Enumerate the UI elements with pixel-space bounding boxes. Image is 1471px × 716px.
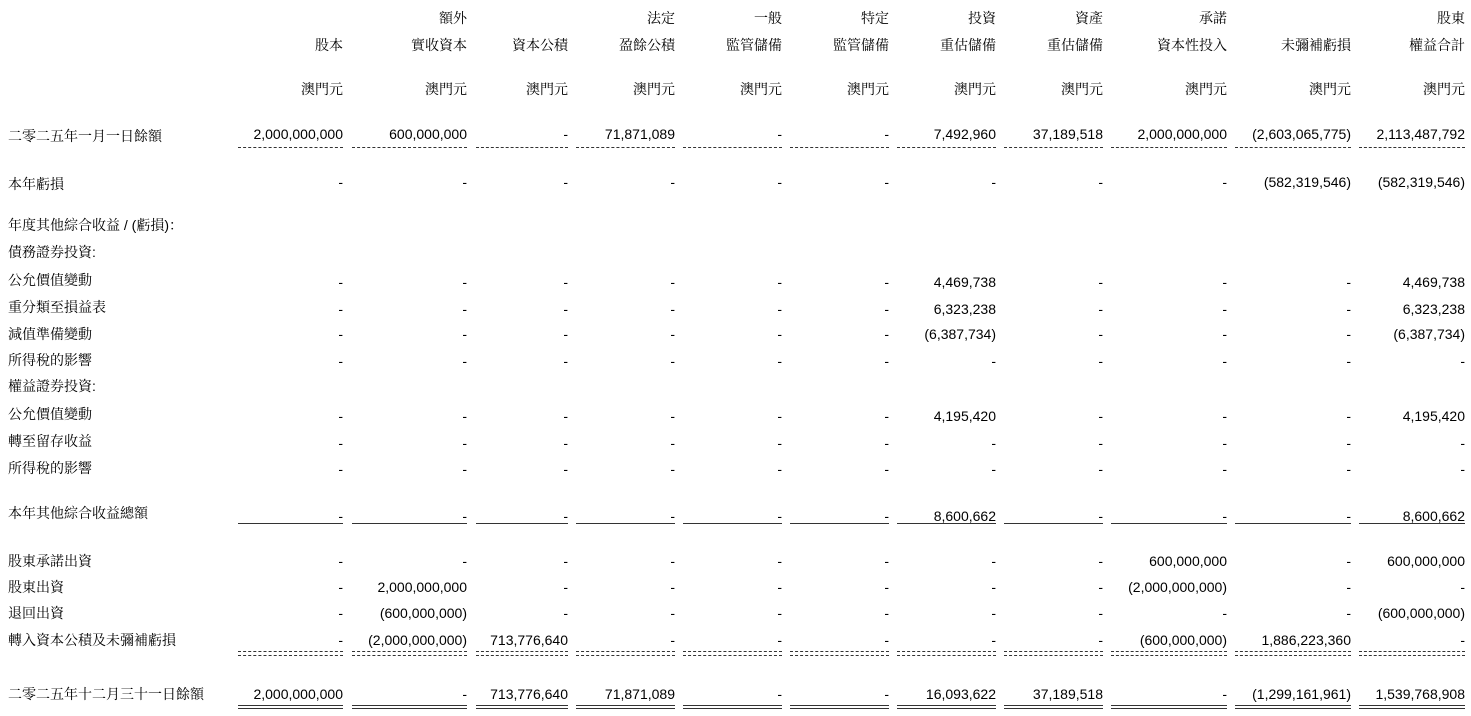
table-cell: - xyxy=(1460,353,1465,369)
table-cell: - xyxy=(1098,274,1103,290)
table-cell: - xyxy=(462,301,467,317)
column-header-line1: 特定 xyxy=(861,10,889,26)
column-header-line1: 投資 xyxy=(968,10,996,26)
table-cell: - xyxy=(991,632,996,648)
table-cell: - xyxy=(1346,326,1351,342)
table-cell: - xyxy=(1222,353,1227,369)
table-cell: - xyxy=(1222,435,1227,451)
table-cell: - xyxy=(1346,301,1351,317)
row-label: 轉至留存收益 xyxy=(8,433,92,449)
table-cell: 71,871,089 xyxy=(604,126,675,142)
column-header-line2: 資本公積 xyxy=(512,37,568,53)
table-cell: - xyxy=(884,686,889,702)
row-label: 所得稅的影響 xyxy=(8,352,92,368)
double-rule xyxy=(238,705,343,706)
table-cell: 4,469,738 xyxy=(1402,274,1465,290)
currency-unit: 澳門元 xyxy=(1309,81,1351,97)
table-cell: - xyxy=(563,553,568,569)
row-label: 公允價值變動 xyxy=(8,406,92,422)
table-cell: 600,000,000 xyxy=(389,126,467,142)
row-label: 權益證券投資: xyxy=(8,378,96,394)
table-cell: 2,000,000,000 xyxy=(1137,126,1227,142)
total-rule xyxy=(238,523,343,524)
table-cell: - xyxy=(338,326,343,342)
table-cell: - xyxy=(338,174,343,190)
table-cell: - xyxy=(462,553,467,569)
table-cell: - xyxy=(462,686,467,702)
row-label: 轉入資本公積及未彌補虧損 xyxy=(8,632,176,648)
table-cell: - xyxy=(777,301,782,317)
currency-unit: 澳門元 xyxy=(847,81,889,97)
table-cell: - xyxy=(1098,435,1103,451)
table-cell: - xyxy=(1098,174,1103,190)
table-cell: 4,195,420 xyxy=(933,408,996,424)
table-cell: - xyxy=(563,301,568,317)
table-cell: - xyxy=(991,553,996,569)
table-cell: - xyxy=(1098,579,1103,595)
table-cell: - xyxy=(563,579,568,595)
table-cell: - xyxy=(1098,605,1103,621)
dashed-rule xyxy=(897,147,996,148)
table-cell: 600,000,000 xyxy=(1387,553,1465,569)
table-cell: - xyxy=(563,408,568,424)
currency-unit: 澳門元 xyxy=(526,81,568,97)
table-cell: - xyxy=(991,435,996,451)
table-cell: - xyxy=(884,579,889,595)
table-cell: 6,323,238 xyxy=(1402,301,1465,317)
table-cell: - xyxy=(1346,408,1351,424)
dashed-rule xyxy=(352,651,467,652)
table-cell: - xyxy=(670,508,675,524)
dashed-rule xyxy=(790,655,889,656)
table-cell: - xyxy=(670,326,675,342)
table-cell: - xyxy=(777,508,782,524)
dashed-rule xyxy=(238,147,343,148)
dashed-rule xyxy=(683,655,782,656)
column-header-line1: 承諾 xyxy=(1199,10,1227,26)
table-cell: - xyxy=(563,274,568,290)
table-cell: - xyxy=(991,579,996,595)
table-cell: - xyxy=(884,553,889,569)
dashed-rule xyxy=(1359,147,1465,148)
column-header-line2: 重估儲備 xyxy=(940,37,996,53)
table-cell: - xyxy=(991,174,996,190)
table-cell: - xyxy=(563,126,568,142)
table-cell: 1,886,223,360 xyxy=(1261,632,1351,648)
table-cell: (2,000,000,000) xyxy=(1128,579,1227,595)
table-cell: 4,195,420 xyxy=(1402,408,1465,424)
column-header-line2: 實收資本 xyxy=(411,37,467,53)
table-cell: (2,000,000,000) xyxy=(368,632,467,648)
column-header-line2: 重估儲備 xyxy=(1047,37,1103,53)
table-cell: - xyxy=(777,579,782,595)
table-cell: - xyxy=(1460,435,1465,451)
table-cell: - xyxy=(462,408,467,424)
dashed-rule xyxy=(790,651,889,652)
table-cell: - xyxy=(884,632,889,648)
table-cell: - xyxy=(338,301,343,317)
double-rule xyxy=(576,708,675,709)
currency-unit: 澳門元 xyxy=(954,81,996,97)
column-header-line2: 監管儲備 xyxy=(833,37,889,53)
table-cell: - xyxy=(670,274,675,290)
table-cell: 6,323,238 xyxy=(933,301,996,317)
table-cell: - xyxy=(338,605,343,621)
table-cell: - xyxy=(563,174,568,190)
column-header-line1: 額外 xyxy=(439,10,467,26)
table-cell: (582,319,546) xyxy=(1377,174,1465,190)
column-header-line1: 一般 xyxy=(754,10,782,26)
table-cell: 8,600,662 xyxy=(933,508,996,524)
currency-unit: 澳門元 xyxy=(301,81,343,97)
table-cell: - xyxy=(462,353,467,369)
table-cell: (600,000,000) xyxy=(1377,605,1465,621)
table-cell: 713,776,640 xyxy=(490,686,568,702)
table-cell: - xyxy=(1346,579,1351,595)
total-rule xyxy=(576,523,675,524)
table-cell: - xyxy=(670,353,675,369)
dashed-rule xyxy=(1359,655,1465,656)
row-label: 股東承諾出資 xyxy=(8,553,92,569)
table-cell: - xyxy=(1346,435,1351,451)
table-cell: - xyxy=(338,508,343,524)
dashed-rule xyxy=(897,651,996,652)
total-rule xyxy=(897,523,996,524)
table-cell: - xyxy=(1222,408,1227,424)
table-cell: - xyxy=(462,274,467,290)
column-header-line1: 法定 xyxy=(647,10,675,26)
table-cell: - xyxy=(884,605,889,621)
table-cell: - xyxy=(462,508,467,524)
table-cell: - xyxy=(1460,579,1465,595)
table-cell: 1,539,768,908 xyxy=(1375,686,1465,702)
dashed-rule xyxy=(476,655,568,656)
double-rule xyxy=(352,705,467,706)
double-rule xyxy=(476,708,568,709)
table-cell: - xyxy=(777,553,782,569)
table-cell: - xyxy=(777,126,782,142)
double-rule xyxy=(476,705,568,706)
dashed-rule xyxy=(576,655,675,656)
dashed-rule xyxy=(1004,651,1103,652)
dashed-rule xyxy=(790,147,889,148)
double-rule xyxy=(238,708,343,709)
table-cell: - xyxy=(1098,632,1103,648)
table-cell: (1,299,161,961) xyxy=(1252,686,1351,702)
dashed-rule xyxy=(352,147,467,148)
table-cell: - xyxy=(777,435,782,451)
double-rule xyxy=(1359,705,1465,706)
table-cell: (6,387,734) xyxy=(1393,326,1465,342)
row-label: 退回出資 xyxy=(8,605,64,621)
table-cell: - xyxy=(777,605,782,621)
table-cell: - xyxy=(338,408,343,424)
table-cell: 713,776,640 xyxy=(490,632,568,648)
table-cell: - xyxy=(1222,605,1227,621)
double-rule xyxy=(1111,708,1227,709)
double-rule xyxy=(352,708,467,709)
table-cell: - xyxy=(1098,326,1103,342)
table-cell: 2,000,000,000 xyxy=(377,579,467,595)
table-cell: (600,000,000) xyxy=(379,605,467,621)
table-cell: - xyxy=(1346,461,1351,477)
table-cell: (600,000,000) xyxy=(1139,632,1227,648)
total-rule xyxy=(1359,523,1465,524)
table-cell: - xyxy=(777,408,782,424)
table-cell: - xyxy=(884,508,889,524)
double-rule xyxy=(576,705,675,706)
table-cell: - xyxy=(1222,461,1227,477)
row-label: 債務證券投資: xyxy=(8,244,96,260)
table-cell: - xyxy=(563,326,568,342)
table-cell: - xyxy=(777,461,782,477)
table-cell: - xyxy=(777,274,782,290)
double-rule xyxy=(683,705,782,706)
row-label: 二零二五年十二月三十一日餘額 xyxy=(8,686,204,702)
table-cell: - xyxy=(1222,686,1227,702)
currency-unit: 澳門元 xyxy=(425,81,467,97)
table-cell: - xyxy=(563,435,568,451)
total-rule xyxy=(476,523,568,524)
double-rule xyxy=(1004,705,1103,706)
table-cell: - xyxy=(670,579,675,595)
table-cell: - xyxy=(563,461,568,477)
table-cell: - xyxy=(777,632,782,648)
table-cell: - xyxy=(338,579,343,595)
dashed-rule xyxy=(897,655,996,656)
table-cell: 16,093,622 xyxy=(925,686,996,702)
table-cell: - xyxy=(1098,353,1103,369)
table-cell: - xyxy=(670,174,675,190)
table-cell: - xyxy=(1098,553,1103,569)
column-header-line2: 盈餘公積 xyxy=(619,37,675,53)
double-rule xyxy=(1359,708,1465,709)
double-rule xyxy=(897,708,996,709)
column-header-line1: 股東 xyxy=(1437,10,1465,26)
double-rule xyxy=(1235,708,1351,709)
table-cell: - xyxy=(1098,301,1103,317)
row-label: 減值準備變動 xyxy=(8,326,92,342)
row-label: 本年其他綜合收益總額 xyxy=(8,505,148,521)
total-rule xyxy=(1004,523,1103,524)
table-cell: - xyxy=(777,686,782,702)
table-cell: 2,000,000,000 xyxy=(253,126,343,142)
row-label: 重分類至損益表 xyxy=(8,299,106,315)
table-cell: - xyxy=(991,353,996,369)
column-header-line2: 監管儲備 xyxy=(726,37,782,53)
column-header-line1: 資產 xyxy=(1075,10,1103,26)
dashed-rule xyxy=(576,651,675,652)
table-cell: - xyxy=(338,632,343,648)
dashed-rule xyxy=(1235,147,1351,148)
table-cell: - xyxy=(991,461,996,477)
double-rule xyxy=(897,705,996,706)
row-label: 年度其他綜合收益 / (虧損)： xyxy=(8,217,183,233)
table-cell: 2,113,487,792 xyxy=(1376,126,1465,142)
table-cell: - xyxy=(670,553,675,569)
table-cell: - xyxy=(338,353,343,369)
table-cell: - xyxy=(1222,301,1227,317)
row-label: 股東出資 xyxy=(8,579,64,595)
table-cell: (2,603,065,775) xyxy=(1252,126,1351,142)
table-cell: - xyxy=(462,461,467,477)
dashed-rule xyxy=(1111,147,1227,148)
row-label: 所得稅的影響 xyxy=(8,460,92,476)
dashed-rule xyxy=(238,651,343,652)
double-rule xyxy=(790,708,889,709)
currency-unit: 澳門元 xyxy=(633,81,675,97)
dashed-rule xyxy=(476,147,568,148)
table-cell: - xyxy=(884,301,889,317)
table-cell: - xyxy=(670,632,675,648)
table-cell: - xyxy=(563,605,568,621)
currency-unit: 澳門元 xyxy=(1423,81,1465,97)
table-cell: 600,000,000 xyxy=(1149,553,1227,569)
dashed-rule xyxy=(1235,655,1351,656)
table-cell: - xyxy=(563,508,568,524)
double-rule xyxy=(790,705,889,706)
column-header-line2: 未彌補虧損 xyxy=(1281,37,1351,53)
table-cell: - xyxy=(338,461,343,477)
table-cell: - xyxy=(1346,274,1351,290)
table-cell: - xyxy=(462,174,467,190)
table-cell: - xyxy=(670,605,675,621)
table-cell: 37,189,518 xyxy=(1032,686,1103,702)
table-cell: - xyxy=(1346,605,1351,621)
column-header-line2: 資本性投入 xyxy=(1157,37,1227,53)
dashed-rule xyxy=(476,651,568,652)
table-cell: - xyxy=(338,553,343,569)
table-cell: - xyxy=(1222,274,1227,290)
dashed-rule xyxy=(1235,651,1351,652)
table-cell: - xyxy=(670,435,675,451)
table-cell: - xyxy=(884,461,889,477)
table-cell: - xyxy=(1098,408,1103,424)
double-rule xyxy=(1004,708,1103,709)
table-cell: - xyxy=(1346,508,1351,524)
table-cell: - xyxy=(1346,353,1351,369)
table-cell: - xyxy=(670,301,675,317)
table-cell: (582,319,546) xyxy=(1263,174,1351,190)
table-cell: - xyxy=(1460,632,1465,648)
table-cell: - xyxy=(777,353,782,369)
table-cell: 7,492,960 xyxy=(933,126,996,142)
total-rule xyxy=(1235,523,1351,524)
table-cell: - xyxy=(884,126,889,142)
table-cell: - xyxy=(884,326,889,342)
table-cell: - xyxy=(884,174,889,190)
table-cell: 2,000,000,000 xyxy=(253,686,343,702)
table-cell: - xyxy=(462,435,467,451)
currency-unit: 澳門元 xyxy=(1061,81,1103,97)
table-cell: - xyxy=(563,353,568,369)
double-rule xyxy=(1235,705,1351,706)
table-cell: - xyxy=(670,408,675,424)
row-label: 公允價值變動 xyxy=(8,272,92,288)
table-cell: 8,600,662 xyxy=(1402,508,1465,524)
dashed-rule xyxy=(683,147,782,148)
column-header-line2: 權益合計 xyxy=(1409,37,1465,53)
dashed-rule xyxy=(1111,651,1227,652)
dashed-rule xyxy=(352,655,467,656)
table-cell: - xyxy=(338,274,343,290)
table-cell: - xyxy=(884,435,889,451)
table-cell: - xyxy=(1460,461,1465,477)
table-cell: - xyxy=(1222,326,1227,342)
table-cell: - xyxy=(884,408,889,424)
table-cell: - xyxy=(991,605,996,621)
total-rule xyxy=(790,523,889,524)
table-cell: 71,871,089 xyxy=(604,686,675,702)
row-label: 本年虧損 xyxy=(8,176,64,192)
table-cell: - xyxy=(884,353,889,369)
column-header-line2: 股本 xyxy=(315,37,343,53)
dashed-rule xyxy=(1004,655,1103,656)
table-cell: - xyxy=(1098,461,1103,477)
currency-unit: 澳門元 xyxy=(1185,81,1227,97)
table-cell: - xyxy=(1098,508,1103,524)
table-cell: - xyxy=(670,461,675,477)
dashed-rule xyxy=(238,655,343,656)
table-cell: - xyxy=(338,435,343,451)
double-rule xyxy=(683,708,782,709)
table-cell: - xyxy=(884,274,889,290)
total-rule xyxy=(1111,523,1227,524)
double-rule xyxy=(1111,705,1227,706)
dashed-rule xyxy=(683,651,782,652)
table-cell: 4,469,738 xyxy=(933,274,996,290)
table-cell: - xyxy=(777,174,782,190)
table-cell: - xyxy=(1222,174,1227,190)
table-cell: 37,189,518 xyxy=(1032,126,1103,142)
table-cell: - xyxy=(1222,508,1227,524)
dashed-rule xyxy=(1004,147,1103,148)
dashed-rule xyxy=(576,147,675,148)
dashed-rule xyxy=(1111,655,1227,656)
table-cell: - xyxy=(462,326,467,342)
total-rule xyxy=(683,523,782,524)
table-cell: (6,387,734) xyxy=(924,326,996,342)
total-rule xyxy=(352,523,467,524)
table-cell: - xyxy=(777,326,782,342)
currency-unit: 澳門元 xyxy=(740,81,782,97)
table-cell: - xyxy=(1346,553,1351,569)
row-label: 二零二五年一月一日餘額 xyxy=(8,128,162,144)
dashed-rule xyxy=(1359,651,1465,652)
